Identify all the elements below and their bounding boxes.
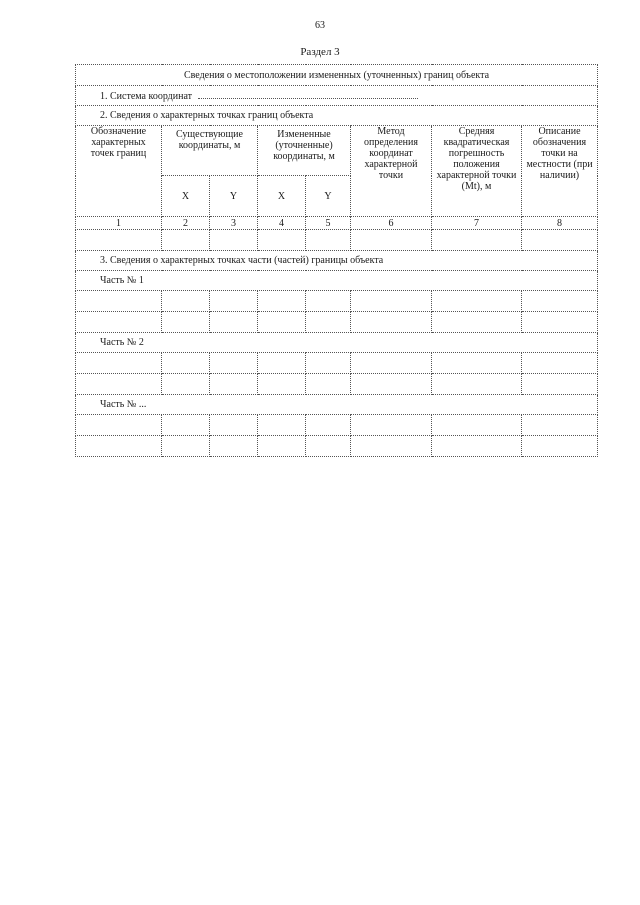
header-changed-coordinates: Измененные (уточненные) координаты, м bbox=[258, 126, 351, 176]
column-number: 8 bbox=[522, 217, 598, 230]
coordinate-system-label: 1. Система координат bbox=[100, 90, 193, 102]
table-cell[interactable] bbox=[522, 230, 598, 251]
table-cell[interactable] bbox=[76, 436, 162, 457]
table-cell[interactable] bbox=[76, 415, 162, 436]
coordinate-system-row bbox=[76, 86, 598, 106]
table-cell[interactable] bbox=[162, 312, 210, 333]
table-cell[interactable] bbox=[76, 312, 162, 333]
table-cell[interactable] bbox=[351, 415, 432, 436]
table-cell[interactable] bbox=[306, 415, 351, 436]
table-cell[interactable] bbox=[162, 436, 210, 457]
part-label: Часть № 2 bbox=[76, 333, 598, 353]
coordinate-system-blank[interactable] bbox=[198, 90, 418, 99]
points-section-label: 2. Сведения о характерных точках границ объекта bbox=[76, 106, 598, 126]
table-cell[interactable] bbox=[210, 415, 258, 436]
column-number: 5 bbox=[306, 217, 351, 230]
table-row[interactable] bbox=[76, 415, 598, 436]
table-cell[interactable] bbox=[258, 230, 306, 251]
header-existing-x: X bbox=[162, 176, 210, 217]
table-cell[interactable] bbox=[162, 353, 210, 374]
table-cell[interactable] bbox=[432, 415, 522, 436]
table-cell[interactable] bbox=[306, 291, 351, 312]
table-cell[interactable] bbox=[258, 312, 306, 333]
table-cell[interactable] bbox=[351, 291, 432, 312]
table-row[interactable] bbox=[76, 374, 598, 395]
table-cell[interactable] bbox=[210, 374, 258, 395]
table-cell[interactable] bbox=[351, 374, 432, 395]
table-cell[interactable] bbox=[76, 291, 162, 312]
table-cell[interactable] bbox=[76, 374, 162, 395]
table-cell[interactable] bbox=[306, 436, 351, 457]
table-cell[interactable] bbox=[258, 374, 306, 395]
table-cell[interactable] bbox=[306, 374, 351, 395]
column-number: 2 bbox=[162, 217, 210, 230]
table-cell[interactable] bbox=[522, 415, 598, 436]
part-label: Часть № ... bbox=[76, 395, 598, 415]
table-cell[interactable] bbox=[162, 374, 210, 395]
parts-section-label: 3. Сведения о характерных точках части (частей) границы объекта bbox=[76, 251, 598, 271]
table-cell[interactable] bbox=[351, 353, 432, 374]
table-cell[interactable] bbox=[432, 436, 522, 457]
column-number: 4 bbox=[258, 217, 306, 230]
table-row[interactable] bbox=[76, 436, 598, 457]
table-cell[interactable] bbox=[306, 312, 351, 333]
table-cell[interactable] bbox=[522, 353, 598, 374]
table-cell[interactable] bbox=[432, 312, 522, 333]
table-cell[interactable] bbox=[162, 291, 210, 312]
table-cell[interactable] bbox=[162, 415, 210, 436]
table-row[interactable] bbox=[76, 312, 598, 333]
table-cell[interactable] bbox=[258, 436, 306, 457]
table-cell[interactable] bbox=[306, 353, 351, 374]
header-description: Описание обозначения точки на местности (при наличии) bbox=[522, 126, 598, 217]
table-cell[interactable] bbox=[210, 353, 258, 374]
table-cell[interactable] bbox=[522, 436, 598, 457]
table-cell[interactable] bbox=[432, 230, 522, 251]
table-cell[interactable] bbox=[210, 312, 258, 333]
section-title: Раздел 3 bbox=[300, 46, 340, 58]
table-cell[interactable] bbox=[522, 312, 598, 333]
table-row[interactable] bbox=[76, 353, 598, 374]
table-cell[interactable] bbox=[306, 230, 351, 251]
table-cell[interactable] bbox=[162, 230, 210, 251]
table-row[interactable] bbox=[76, 291, 598, 312]
table-cell[interactable] bbox=[76, 230, 162, 251]
table-cell[interactable] bbox=[522, 374, 598, 395]
column-number: 1 bbox=[76, 217, 162, 230]
table-cell[interactable] bbox=[432, 291, 522, 312]
table-cell[interactable] bbox=[76, 353, 162, 374]
column-number: 6 bbox=[351, 217, 432, 230]
header-designation: Обозначение характерных точек границ bbox=[76, 126, 162, 217]
table-cell[interactable] bbox=[210, 230, 258, 251]
table-cell[interactable] bbox=[258, 415, 306, 436]
header-existing-coordinates: Существующие координаты, м bbox=[162, 126, 258, 176]
header-changed-x: X bbox=[258, 176, 306, 217]
header-changed-y: Y bbox=[306, 176, 351, 217]
boundary-form-table bbox=[75, 64, 598, 457]
part-label: Часть № 1 bbox=[76, 271, 598, 291]
table-cell[interactable] bbox=[258, 353, 306, 374]
table-cell[interactable] bbox=[258, 291, 306, 312]
column-number: 7 bbox=[432, 217, 522, 230]
header-existing-y: Y bbox=[210, 176, 258, 217]
table-cell[interactable] bbox=[432, 353, 522, 374]
table-cell[interactable] bbox=[432, 374, 522, 395]
header-method: Метод определения координат характерной точки bbox=[351, 126, 432, 217]
table-cell[interactable] bbox=[351, 436, 432, 457]
column-number: 3 bbox=[210, 217, 258, 230]
form-title: Сведения о местоположении измененных (уточненных) границ объекта bbox=[76, 65, 598, 86]
column-numbers-row bbox=[76, 217, 598, 230]
table-row[interactable] bbox=[76, 230, 598, 251]
table-cell[interactable] bbox=[210, 436, 258, 457]
table-cell[interactable] bbox=[351, 230, 432, 251]
table-cell[interactable] bbox=[210, 291, 258, 312]
table-cell[interactable] bbox=[351, 312, 432, 333]
table-cell[interactable] bbox=[522, 291, 598, 312]
header-error: Средняя квадратическая погрешность положения характерной точки (Mt), м bbox=[432, 126, 522, 217]
page-number: 63 bbox=[315, 20, 325, 31]
